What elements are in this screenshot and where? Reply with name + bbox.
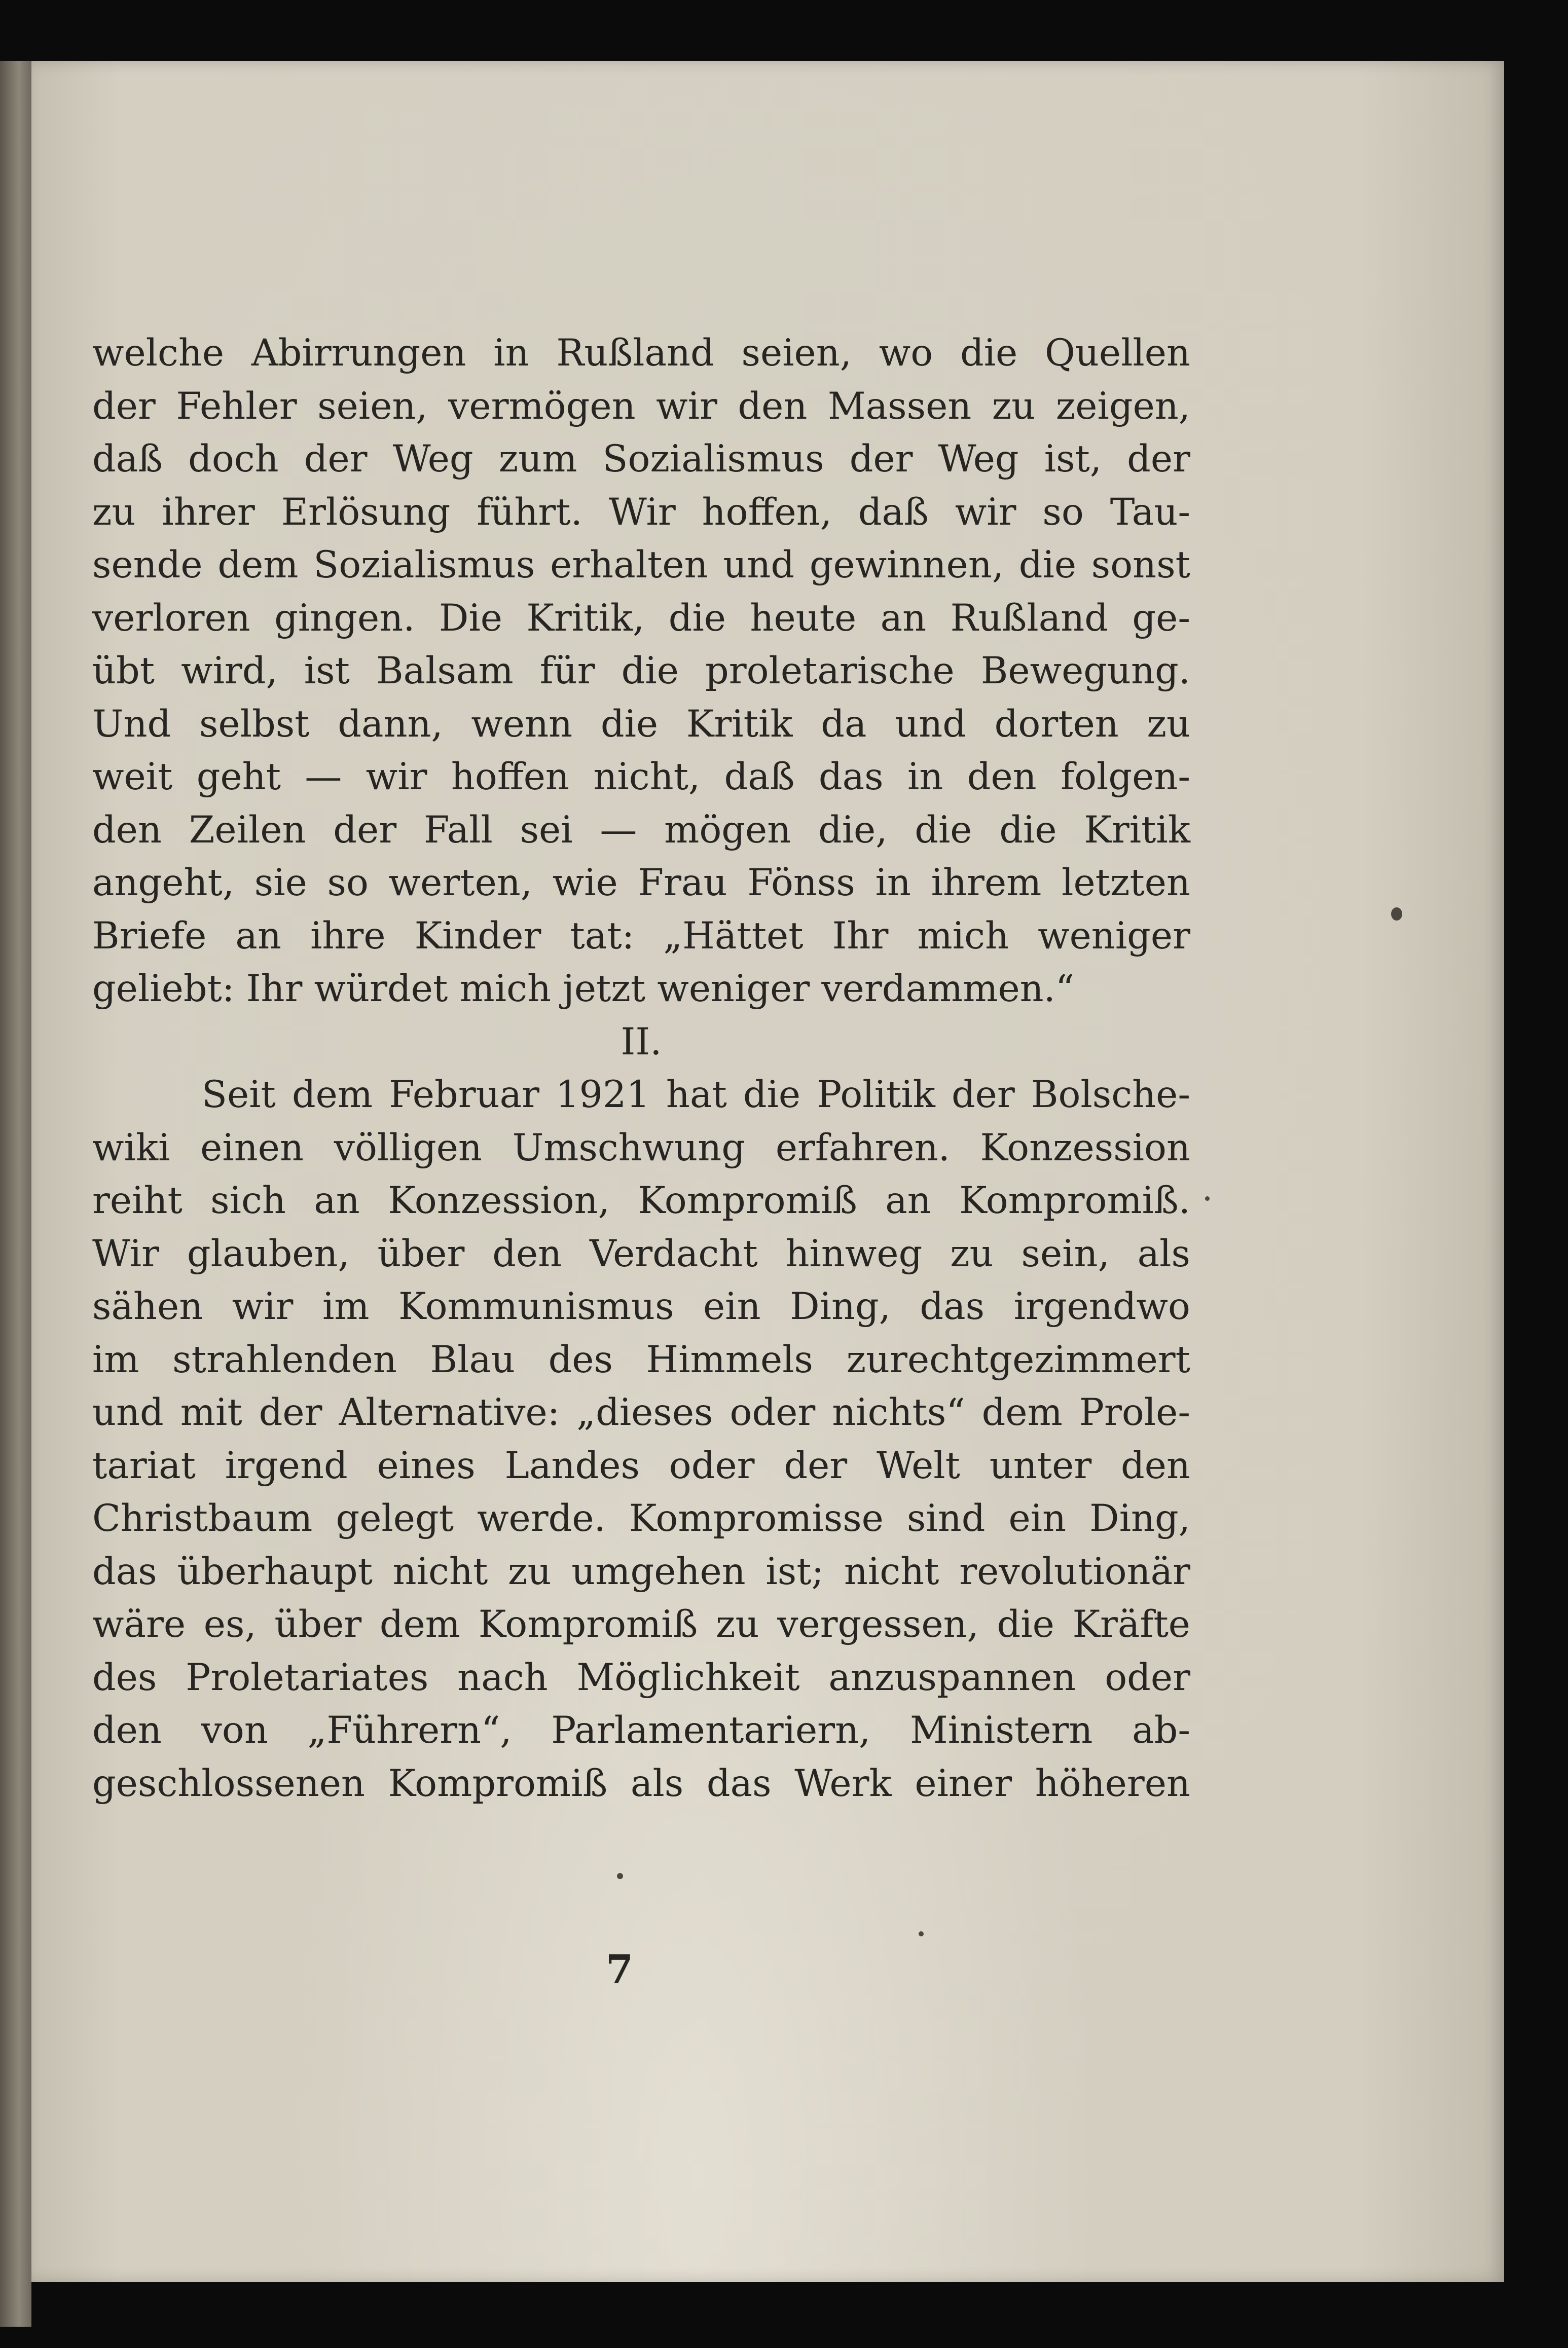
text-line: geliebt: Ihr würdet mich jetzt weniger verdammen.“	[92, 967, 1075, 1010]
text-line: der Fehler seien, vermögen wir den Massen zu zeigen,	[92, 384, 1190, 428]
text-line: des Proletariates nach Möglichkeit anzuspannen oder	[92, 1656, 1190, 1699]
text-line: Seit dem Februar 1921 hat die Politik der Bolsche-	[202, 1073, 1190, 1116]
page-number: 7	[605, 1947, 634, 1993]
text-line: tariat irgend eines Landes oder der Welt unter den	[92, 1444, 1190, 1487]
text-line: verloren gingen. Die Kritik, die heute an Rußland ge-	[92, 596, 1190, 640]
text-line: im strahlenden Blau des Himmels zurechtgezimmert	[92, 1338, 1190, 1381]
text-line: Christbaum gelegt werde. Kompromisse sind ein Ding,	[92, 1497, 1190, 1540]
text-line: daß doch der Weg zum Sozialismus der Weg ist, der	[92, 437, 1190, 481]
text-line: den von „Führern“, Parlamentariern, Ministern ab-	[92, 1709, 1190, 1752]
paper-speck	[617, 1873, 623, 1879]
text-block	[92, 327, 1190, 1810]
text-line: welche Abirrungen in Rußland seien, wo die Quellen	[92, 332, 1190, 375]
text-line: geschlossenen Kompromiß als das Werk einer höheren	[92, 1762, 1190, 1805]
text-line: reiht sich an Konzession, Kompromiß an Kompromiß.	[92, 1179, 1190, 1222]
text-line: zu ihrer Erlösung führt. Wir hoffen, daß wir so Tau-	[92, 490, 1190, 534]
text-line: Wir glauben, über den Verdacht hinweg zu sein, als	[92, 1232, 1190, 1275]
text-line: das überhaupt nicht zu umgehen ist; nicht revolutionär	[92, 1550, 1190, 1593]
text-line: und mit der Alternative: „dieses oder nichts“ dem Prole-	[92, 1391, 1190, 1434]
text-line: angeht, sie so werten, wie Frau Fönss in ihrem letzten	[92, 861, 1190, 904]
text-line: Und selbst dann, wenn die Kritik da und dorten zu	[92, 702, 1190, 746]
paper-speck	[1205, 1196, 1210, 1201]
paper-speck	[1391, 907, 1402, 921]
text-line: wiki einen völligen Umschwung erfahren. Konzession	[92, 1126, 1190, 1169]
text-line: übt wird, ist Balsam für die proletarische Bewegung.	[92, 649, 1190, 692]
book-page	[31, 61, 1504, 2282]
text-line: weit geht — wir hoffen nicht, daß das in den folgen-	[92, 755, 1190, 798]
text-line: sähen wir im Kommunismus ein Ding, das irgendwo	[92, 1285, 1190, 1328]
text-line: den Zeilen der Fall sei — mögen die, die die Kritik	[92, 808, 1190, 852]
text-line: wäre es, über dem Kompromiß zu vergessen, die Kräfte	[92, 1603, 1190, 1646]
left-page-edge	[0, 61, 31, 2327]
section-heading: II.	[621, 1020, 662, 1063]
text-line: sende dem Sozialismus erhalten und gewinnen, die sonst	[92, 543, 1190, 586]
text-line: Briefe an ihre Kinder tat: „Hättet Ihr mich weniger	[92, 914, 1190, 958]
paper-speck	[919, 1931, 924, 1936]
